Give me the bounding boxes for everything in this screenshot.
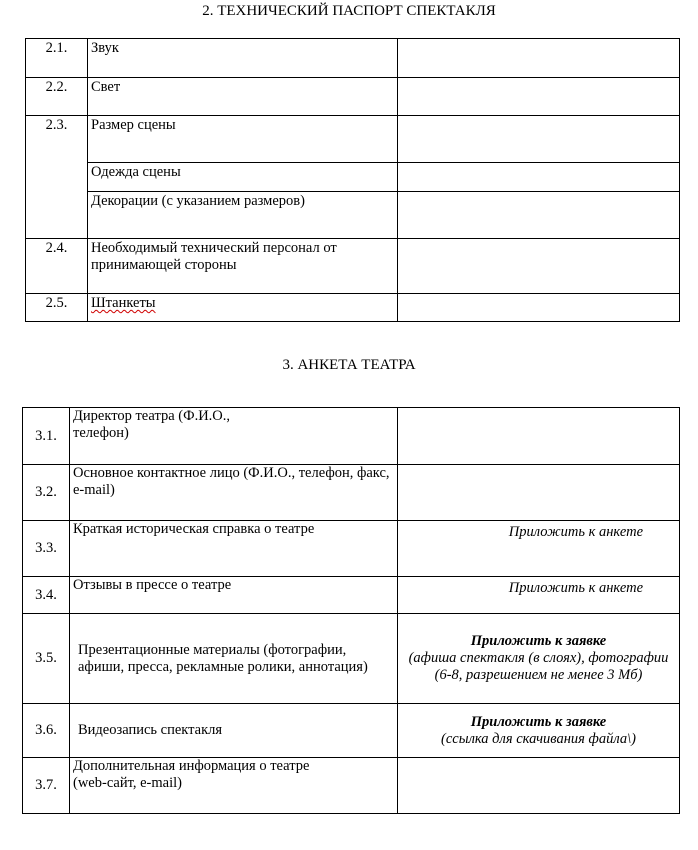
section-2-title: 2. ТЕХНИЧЕСКИЙ ПАСПОРТ СПЕКТАКЛЯ bbox=[202, 3, 496, 19]
table-row bbox=[26, 239, 680, 294]
row-label: Размер сцены bbox=[88, 116, 398, 163]
row-number: 3.3. bbox=[23, 521, 70, 577]
row-value-cell[interactable] bbox=[398, 239, 680, 294]
attach-title: Приложить к заявке bbox=[470, 633, 607, 649]
table-row bbox=[23, 704, 680, 758]
table-row bbox=[26, 294, 680, 322]
row-value-cell[interactable] bbox=[398, 408, 680, 465]
table-row bbox=[23, 758, 680, 814]
row-number: 2.2. bbox=[26, 78, 88, 116]
row-value-cell[interactable] bbox=[398, 465, 680, 521]
table-row bbox=[26, 39, 680, 78]
row-label: Презентационные материалы (фотографии, афиши, пресса, рекламные ролики, аннотация) bbox=[70, 614, 398, 704]
row-value-cell[interactable] bbox=[398, 192, 680, 239]
table-row bbox=[26, 78, 680, 116]
table-row bbox=[26, 163, 680, 192]
attach-to-application-note bbox=[398, 704, 680, 758]
row-value-cell[interactable] bbox=[398, 78, 680, 116]
row-number: 3.4. bbox=[23, 577, 70, 614]
row-value-cell[interactable] bbox=[398, 163, 680, 192]
row-label: Отзывы в прессе о театре bbox=[70, 577, 398, 614]
spellcheck-label: Штанкеты bbox=[91, 295, 156, 311]
row-number: 3.2. bbox=[23, 465, 70, 521]
row-value-cell[interactable] bbox=[398, 294, 680, 322]
row-label: Свет bbox=[88, 78, 398, 116]
table-row bbox=[26, 192, 680, 239]
attach-to-form-note: Приложить к анкете bbox=[398, 577, 680, 614]
row-label: Декорации (с указанием размеров) bbox=[88, 192, 398, 239]
table-row bbox=[26, 116, 680, 163]
row-number: 2.1. bbox=[26, 39, 88, 78]
row-label: Необходимый технический персонал от принимающей стороны bbox=[88, 239, 398, 294]
row-label-line: телефон) bbox=[73, 425, 129, 441]
technical-passport-table bbox=[25, 38, 680, 322]
row-number: 3.1. bbox=[23, 408, 70, 465]
row-number: 3.7. bbox=[23, 758, 70, 814]
theatre-form-table bbox=[22, 407, 680, 814]
row-label: Видеозапись спектакля bbox=[70, 704, 398, 758]
row-label: Одежда сцены bbox=[88, 163, 398, 192]
row-label-line: (web-сайт, e-mail) bbox=[73, 775, 182, 791]
attach-title: Приложить к заявке bbox=[470, 713, 607, 730]
row-value-cell[interactable] bbox=[398, 116, 680, 163]
row-label bbox=[88, 294, 398, 322]
attach-to-form-note: Приложить к анкете bbox=[398, 521, 680, 577]
row-label-line: Директор театра (Ф.И.О., bbox=[73, 408, 231, 424]
attach-details: (афиша спектакля (в слоях), фотографии (6-8, разрешением не менее 3 Мб) bbox=[408, 650, 669, 683]
table-row bbox=[23, 408, 680, 465]
row-label-line: Дополнительная информация о театре bbox=[73, 758, 310, 774]
table-row bbox=[23, 465, 680, 521]
table-row bbox=[23, 521, 680, 577]
row-label: Краткая историческая справка о театре bbox=[70, 521, 398, 577]
row-number: 2.5. bbox=[26, 294, 88, 322]
row-label bbox=[70, 408, 398, 465]
row-value-cell[interactable] bbox=[398, 39, 680, 78]
row-number: 3.5. bbox=[23, 614, 70, 704]
row-number: 3.6. bbox=[23, 704, 70, 758]
section-3-title: 3. АНКЕТА ТЕАТРА bbox=[282, 357, 416, 373]
row-label: Основное контактное лицо (Ф.И.О., телефон, факс, e-mail) bbox=[70, 465, 398, 521]
table-row bbox=[23, 614, 680, 704]
table-row bbox=[23, 577, 680, 614]
attach-to-application-note bbox=[398, 614, 680, 704]
attach-details: (ссылка для скачивания файла\) bbox=[441, 730, 636, 747]
row-number: 2.3. bbox=[26, 116, 88, 239]
row-label bbox=[70, 758, 398, 814]
row-number: 2.4. bbox=[26, 239, 88, 294]
row-label: Звук bbox=[88, 39, 398, 78]
row-value-cell[interactable] bbox=[398, 758, 680, 814]
